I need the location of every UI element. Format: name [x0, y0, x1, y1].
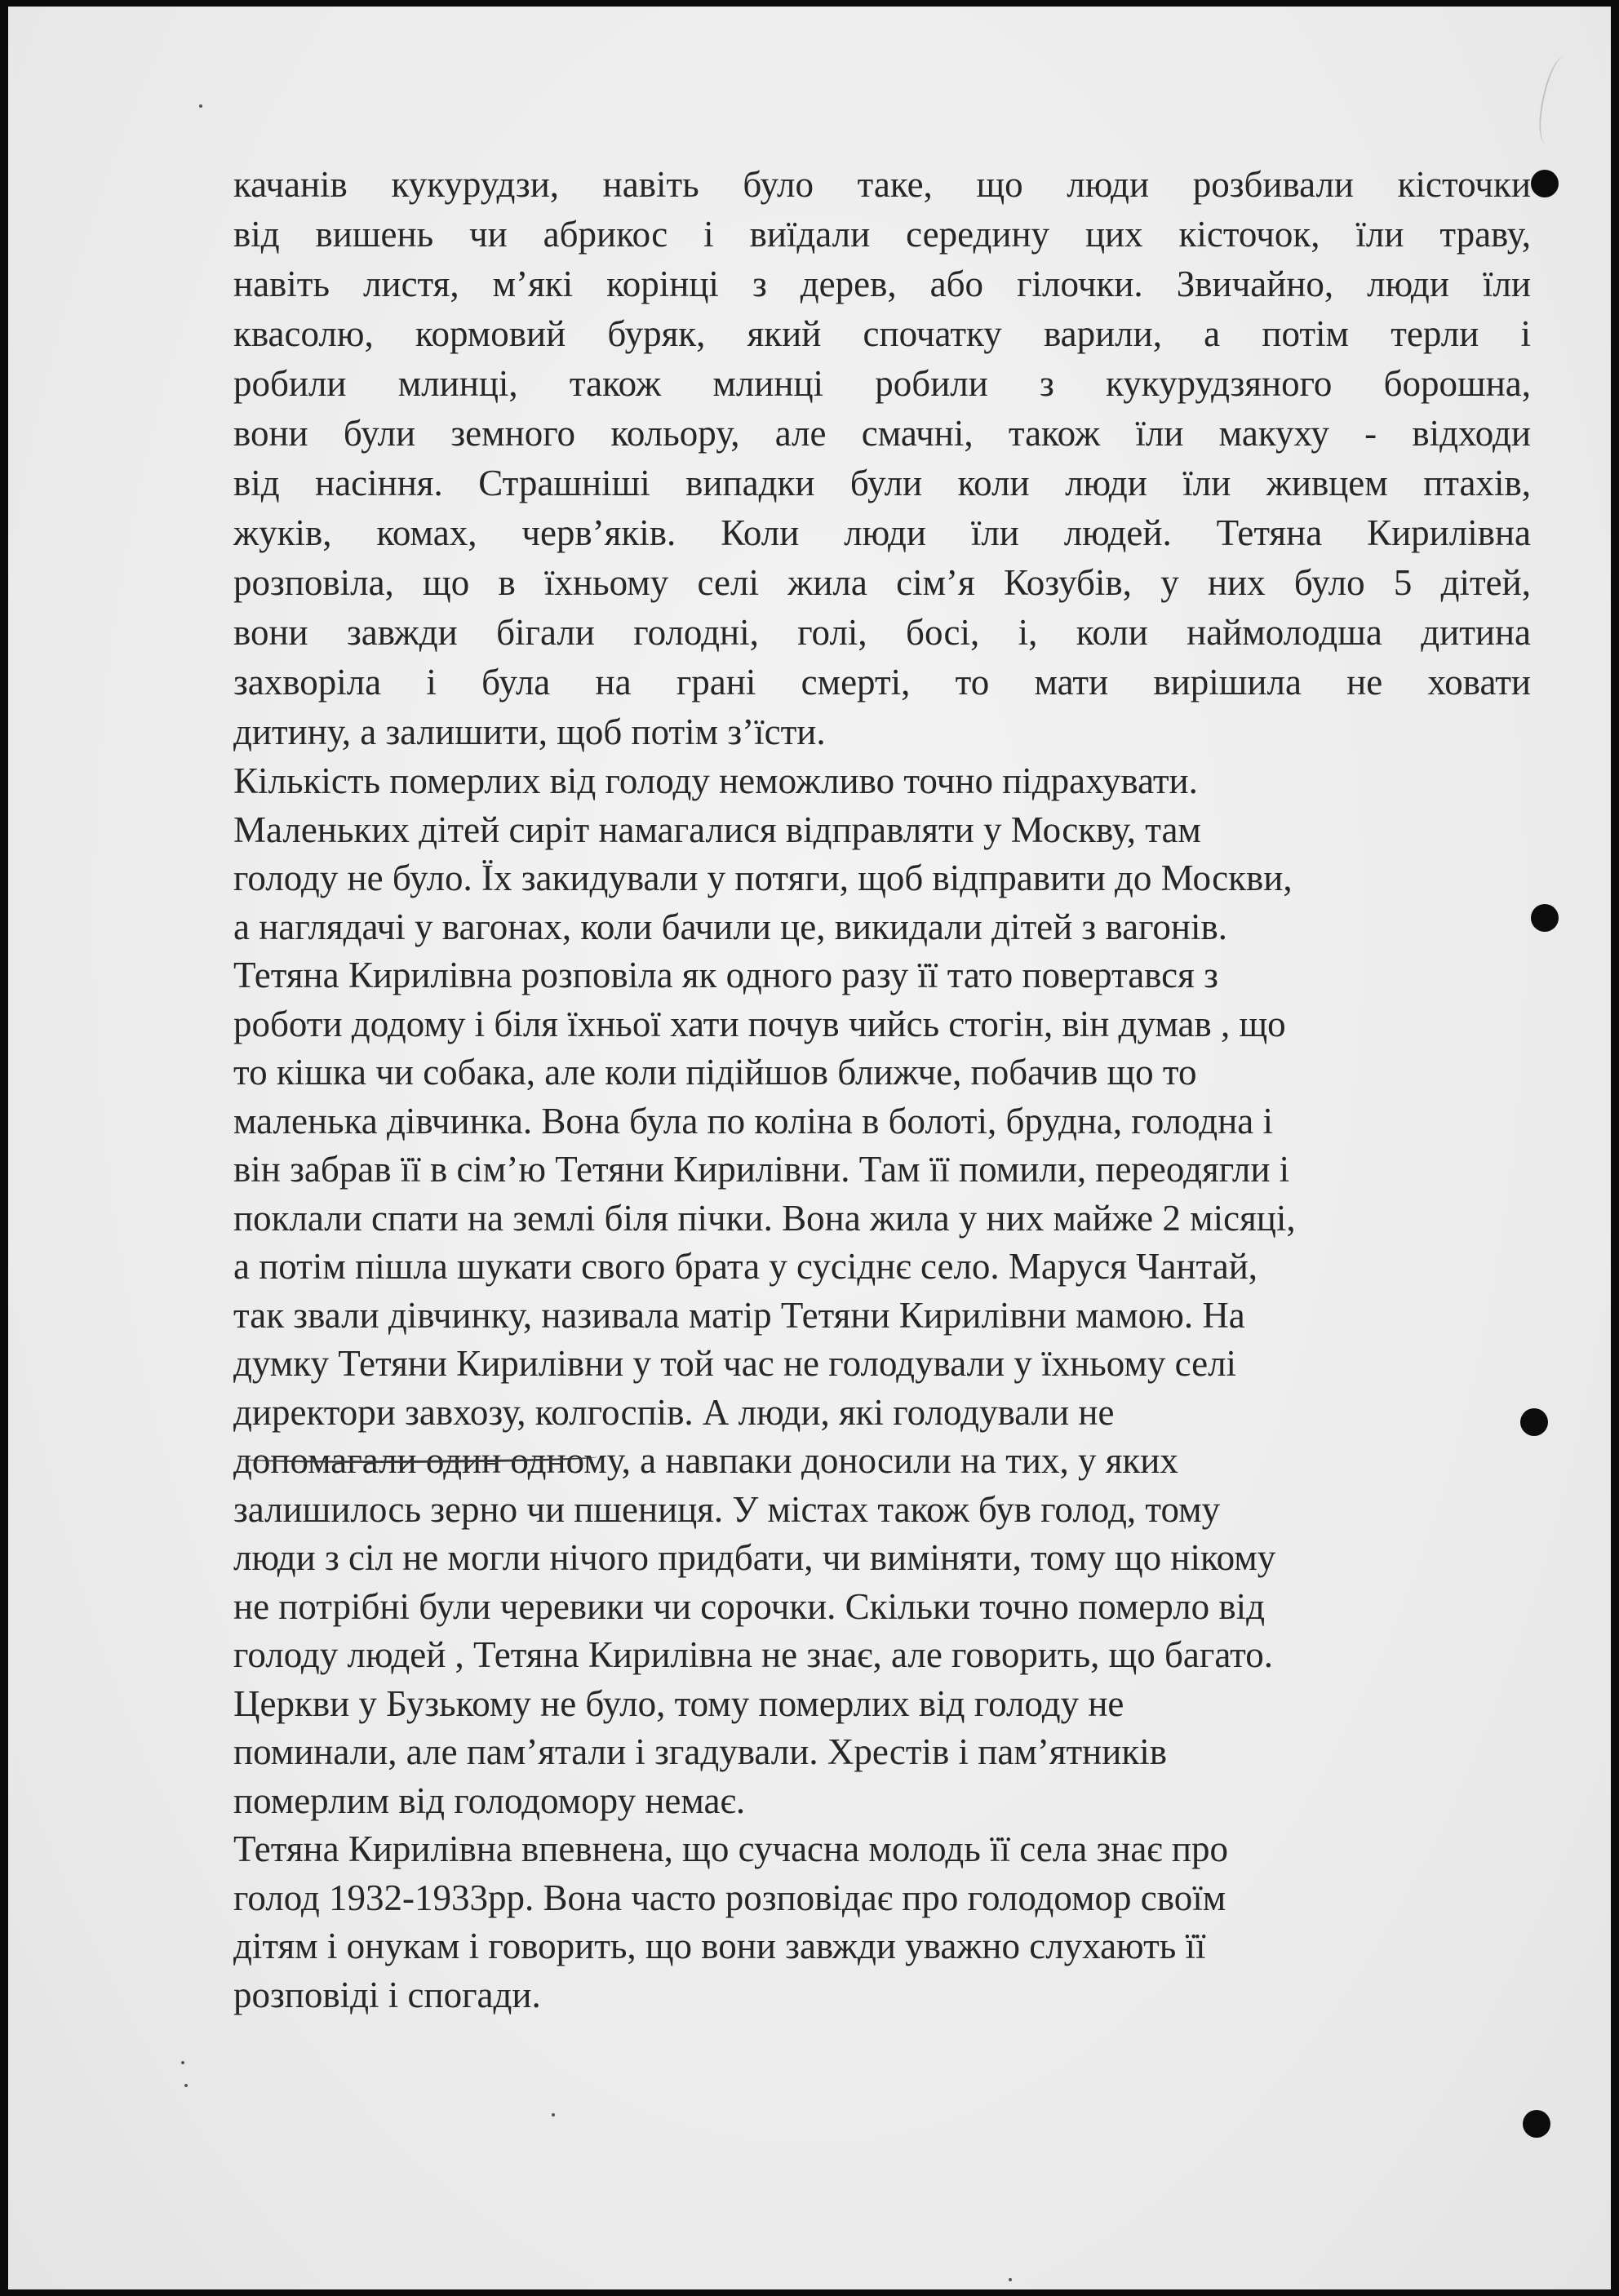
- text-line: маленька дівчинка. Вона була по коліна в болоті, брудна, голодна і: [233, 1100, 1273, 1141]
- speck: [1009, 2278, 1012, 2281]
- text-line: допомагали один одному, а навпаки доносили на тих, у яких: [233, 1440, 1178, 1481]
- speck: [199, 104, 202, 108]
- text-line: так звали дівчинку, називала матір Тетяни Кирилівни мамою. На: [233, 1294, 1245, 1336]
- text-line: поклали спати на землі біля пічки. Вона жила у них майже 2 місяці,: [233, 1197, 1296, 1239]
- paragraph-2: [233, 757, 1531, 1825]
- text-line: директори завхозу, колгоспів. А люди, які голодували не: [233, 1391, 1115, 1433]
- speck: [181, 2061, 184, 2064]
- text-line: роботи додому і біля їхньої хати почув чийсь стогін, він думав , що: [233, 1003, 1286, 1044]
- paragraph-3: [233, 1825, 1531, 2019]
- text-line: Церкви у Бузькому не було, тому померлих від голоду не: [233, 1682, 1124, 1724]
- text-line: померлим від голодомору немає.: [233, 1780, 746, 1821]
- text-line: залишилось зерно чи пшениця. У містах також був голод, тому: [233, 1488, 1221, 1530]
- text-line: то кішка чи собака, але коли підійшов ближче, побачив що то: [233, 1052, 1197, 1093]
- punch-hole-2: [1531, 904, 1559, 932]
- text-line: а потім пішла шукати свого брата у сусіднє село. Маруся Чантай,: [233, 1246, 1258, 1287]
- text-line: навіть листя, м’які корінці з дерев, або гілочки. Звичайно, люди їли: [233, 264, 1531, 304]
- text-line: розповіді і спогади.: [233, 1974, 541, 2015]
- text-line: не потрібні були черевики чи сорочки. Скільки точно померло від: [233, 1585, 1266, 1627]
- text-line: вони були земного кольору, але смачні, також їли макуху - відходи: [233, 413, 1531, 454]
- text-line: голоду людей , Тетяна Кирилівна не знає, але говорить, що багато.: [233, 1634, 1273, 1675]
- text-line: Тетяна Кирилівна розповіла як одного разу її тато повертався з: [233, 955, 1218, 995]
- document-body: [233, 160, 1531, 2019]
- text-line: а наглядачі у вагонах, коли бачили це, викидали дітей з вагонів.: [233, 906, 1227, 947]
- punch-hole-4: [1523, 2110, 1550, 2138]
- text-line: він забрав її в сім’ю Тетяни Кирилівни. Там її помили, переодягли і: [233, 1149, 1290, 1190]
- text-line: думку Тетяни Кирилівни у той час не голодували у їхньому селі: [233, 1343, 1237, 1384]
- text-line: захворіла і була на грані смерті, то мати вирішила не ховати: [233, 662, 1531, 703]
- text-line: квасолю, кормовий буряк, який спочатку варили, а потім терли і: [233, 313, 1531, 354]
- paper-crease: [1533, 54, 1577, 147]
- text-line: голод 1932-1933рр. Вона часто розповідає про голодомор своїм: [233, 1877, 1226, 1918]
- text-line: голоду не було. Їх закидували у потяги, щоб відправити до Москви,: [233, 858, 1293, 898]
- text-line: поминали, але пам’ятали і згадували. Хрестів і пам’ятників: [233, 1731, 1167, 1772]
- speck: [184, 2084, 188, 2087]
- paragraph-1: [233, 160, 1531, 757]
- document-page: [8, 7, 1611, 2289]
- punch-hole-1: [1531, 170, 1559, 197]
- text-line: дитину, а залишити, щоб потім з’їсти.: [233, 711, 826, 752]
- text-line: Тетяна Кирилівна впевнена, що сучасна молодь її села знає про: [233, 1828, 1228, 1869]
- text-line: розповіла, що в їхньому селі жила сім’я Козубів, у них було 5 дітей,: [233, 562, 1531, 603]
- text-line: робили млинці, також млинці робили з кукурудзяного борошна,: [233, 363, 1531, 404]
- text-line: дітям і онукам і говорить, що вони завжди уважно слухають її: [233, 1926, 1206, 1966]
- text-line: від насіння. Страшніші випадки були коли люди їли живцем птахів,: [233, 463, 1531, 503]
- speck: [552, 2113, 555, 2116]
- text-line: качанів кукурудзи, навіть було таке, що люди розбивали кісточки: [233, 164, 1531, 205]
- text-line: вони завжди бігали голодні, голі, босі, і, коли наймолодша дитина: [233, 612, 1531, 653]
- punch-hole-3: [1520, 1408, 1548, 1436]
- text-line: Маленьких дітей сиріт намагалися відправляти у Москву, там: [233, 809, 1201, 850]
- text-line: Кількість померлих від голоду неможливо точно підрахувати.: [233, 760, 1198, 801]
- text-line: люди з сіл не могли нічого придбати, чи виміняти, тому що нікому: [233, 1537, 1276, 1578]
- text-line: від вишень чи абрикос і виїдали середину цих кісточок, їли траву,: [233, 214, 1531, 255]
- text-line: жуків, комах, черв’яків. Коли люди їли людей. Тетяна Кирилівна: [233, 512, 1531, 553]
